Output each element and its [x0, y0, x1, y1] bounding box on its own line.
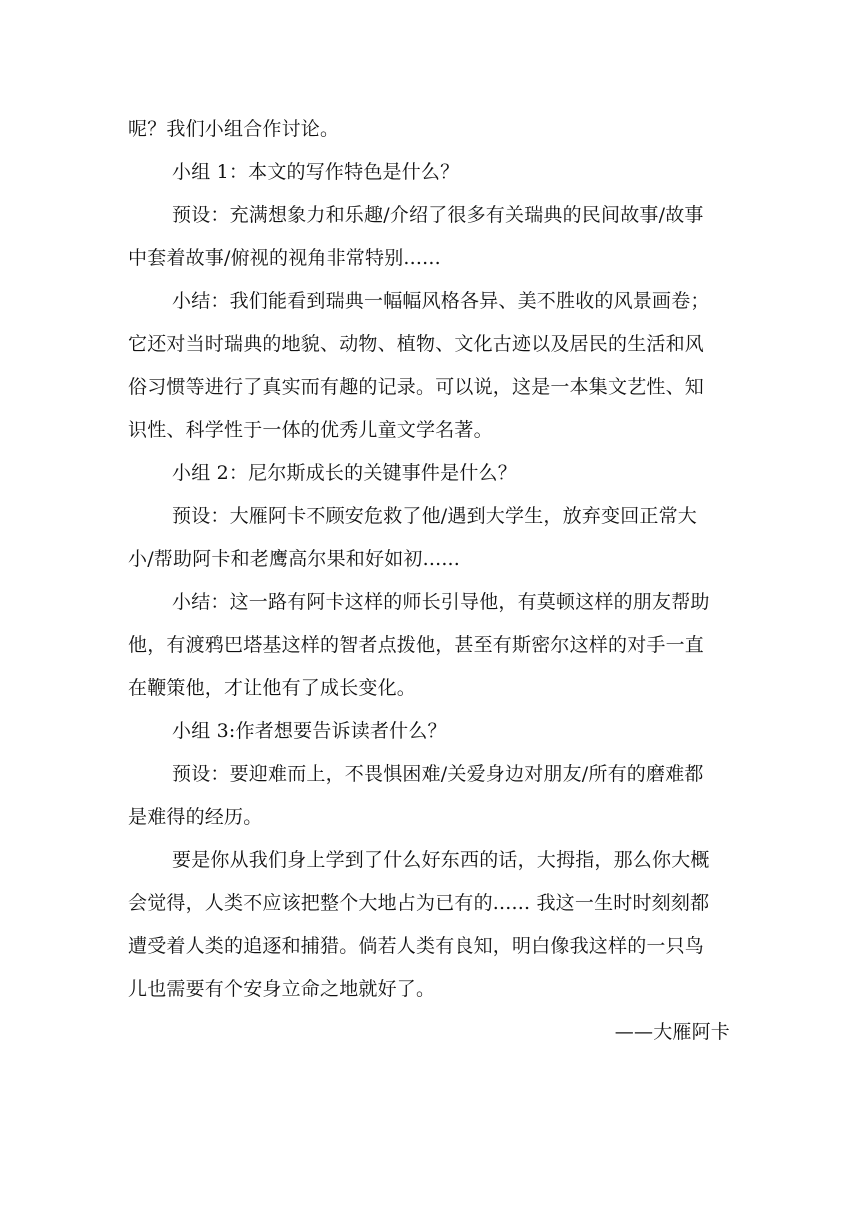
text-line: 小组 3:作者想要告诉读者什么？ [172, 720, 447, 742]
quote-attribution: ——大雁阿卡 [614, 1021, 730, 1043]
text-line: 预设：大雁阿卡不顾安危救了他/遇到大学生，放弃变回正常大 [172, 505, 698, 527]
quote-line: 儿也需要有个安身立命之地就好了。 [128, 978, 436, 1000]
document-body [128, 108, 732, 1054]
text-line: 预设：要迎难而上，不畏惧困难/关爱身边对朋友/所有的磨难都 [172, 763, 704, 785]
quote-line: 要是你从我们身上学到了什么好东西的话，大拇指，那么你大概 [172, 849, 710, 871]
text-line: 中套着故事/俯视的视角非常特别...... [128, 247, 441, 269]
text-line: 预设：充满想象力和乐趣/介绍了很多有关瑞典的民间故事/故事 [172, 204, 704, 226]
text-line: 小结：这一路有阿卡这样的师长引导他，有莫顿这样的朋友帮助 [172, 591, 710, 613]
text-line: 小/帮助阿卡和老鹰高尔果和好如初...... [128, 548, 461, 570]
text-line: 是难得的经历。 [128, 806, 263, 828]
text-line: 它还对当时瑞典的地貌、动物、植物、文化古迹以及居民的生活和风 [128, 333, 705, 355]
text-line: 小组 1：本文的写作特色是什么？ [172, 161, 460, 183]
text-line: 识性、科学性于一体的优秀儿童文学名著。 [128, 419, 493, 441]
quote-line: 遭受着人类的追逐和捕猎。倘若人类有良知，明白像我这样的一只鸟 [128, 935, 705, 957]
text-line: 小组 2：尼尔斯成长的关键事件是什么？ [172, 462, 517, 484]
text-line: 呢？我们小组合作讨论。 [128, 118, 340, 140]
text-line: 小结：我们能看到瑞典一幅幅风格各异、美不胜收的风景画卷； [172, 290, 710, 312]
quote-line: 会觉得，人类不应该把整个大地占为已有的...... 我这一生时时刻刻都 [128, 892, 710, 914]
text-line: 在鞭策他，才让他有了成长变化。 [128, 677, 417, 699]
text-line: 俗习惯等进行了真实而有趣的记录。可以说，这是一本集文艺性、知 [128, 376, 705, 398]
text-line: 他，有渡鸦巴塔基这样的智者点拨他，甚至有斯密尔这样的对手一直 [128, 634, 705, 656]
